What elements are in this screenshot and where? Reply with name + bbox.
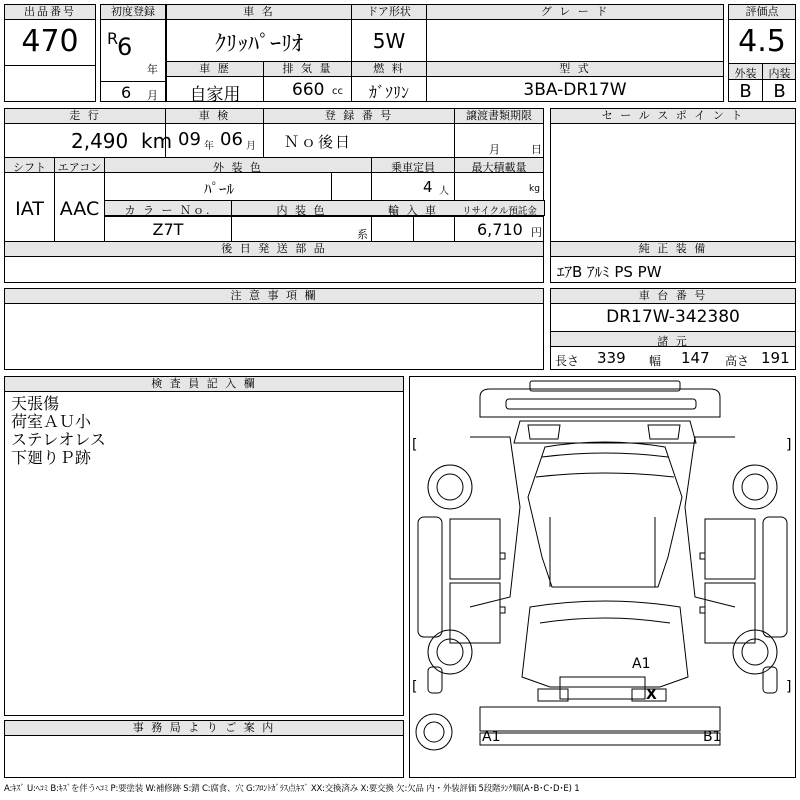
model-box <box>426 61 724 102</box>
aircon-value: AAC <box>59 198 100 220</box>
car-name-box <box>166 4 352 62</box>
mileage-value: 2,490 <box>71 129 129 153</box>
chassis-box <box>550 288 796 370</box>
ext-score-label: 外装 <box>734 67 757 80</box>
inspector-line: ステレオレス <box>11 430 106 449</box>
displacement-unit: cc <box>332 86 343 97</box>
model-value: 3BA-DR17W <box>523 80 627 100</box>
first-registration-label: 初度登録 <box>101 5 165 20</box>
diagram-bracket: ] <box>786 679 792 695</box>
recycle-value: 6,710 <box>477 220 523 239</box>
shaken-month: 06 <box>220 129 243 150</box>
spec-block <box>4 157 544 242</box>
aircon-label: エアコン <box>57 161 102 174</box>
equipment-box <box>550 241 796 283</box>
import-label: 輸 入 車 <box>388 204 438 217</box>
mileage-label: 走 行 <box>5 109 165 124</box>
model-label: 型 式 <box>427 62 723 77</box>
height-label: 高さ <box>725 354 750 368</box>
later-parts-label: 後 日 発 送 部 品 <box>5 242 543 257</box>
width-label: 幅 <box>649 354 662 368</box>
office-label: 事 務 局 よ り ご 案 内 <box>5 721 403 736</box>
displacement-box <box>263 61 352 102</box>
shaken-box <box>165 108 264 158</box>
reg-no-box <box>263 108 455 158</box>
grade-label: グ レ ー ド <box>427 5 723 20</box>
history-label: 車 歴 <box>167 62 263 77</box>
mileage-box <box>4 108 173 158</box>
int-color-label: 内 装 色 <box>276 204 327 217</box>
fuel-value: ｶﾞｿﾘﾝ <box>368 83 409 102</box>
lot-box <box>4 4 96 102</box>
first-reg-month: 6 <box>121 83 132 102</box>
ext-color-value: ﾊﾟｰﾙ <box>203 180 234 198</box>
width-value: 147 <box>681 349 710 367</box>
transfer-box <box>454 108 544 158</box>
shaken-year: 09 <box>178 129 201 150</box>
car-name-label: 車 名 <box>167 5 351 20</box>
diagram-bracket: [ <box>412 679 418 695</box>
fuel-box <box>351 61 427 102</box>
shift-label: シフト <box>13 161 46 174</box>
length-value: 339 <box>597 349 626 367</box>
transfer-month-unit: 月 <box>489 143 500 156</box>
recycle-label: リサイクル預託金 <box>462 206 537 217</box>
equipment-label: 純 正 装 備 <box>551 242 795 257</box>
first-reg-month-unit: 月 <box>147 89 158 102</box>
ext-color-label: 外 装 色 <box>213 161 263 174</box>
door-label: ドア形状 <box>352 5 426 20</box>
damage-mark-a1: A1 <box>632 656 651 672</box>
transfer-day-unit: 日 <box>531 143 542 156</box>
chassis-label: 車 台 番 号 <box>551 289 795 304</box>
first-reg-year-unit: 年 <box>147 63 158 76</box>
grade-box <box>426 4 724 62</box>
damage-mark-b1-bottom: B1 <box>703 729 722 745</box>
seats-unit: 人 <box>439 186 449 197</box>
recycle-unit: 円 <box>531 226 542 239</box>
notes-box <box>4 288 544 370</box>
shaken-month-unit: 月 <box>246 141 256 152</box>
era-letter: R <box>107 29 119 48</box>
inspector-label: 検 査 員 記 入 欄 <box>5 377 403 392</box>
damage-mark-x: X <box>646 687 657 703</box>
chassis-value: DR17W-342380 <box>606 307 740 327</box>
history-box <box>166 61 264 105</box>
color-no-label: カ ラ ー Ｎｏ. <box>124 204 212 217</box>
notes-label: 注 意 事 項 欄 <box>5 289 543 304</box>
sales-point-box <box>550 108 796 242</box>
score-label: 評価点 <box>729 5 795 20</box>
reg-no-label: 登 録 番 号 <box>264 109 454 124</box>
diagram-bracket: [ <box>412 437 418 453</box>
door-value: 5W <box>372 29 406 53</box>
fuel-label: 燃 料 <box>352 62 426 77</box>
color-no-value: Z7T <box>152 220 184 239</box>
legend-text: A:ｷｽﾞ U:ﾍｺﾐ B:ｷｽﾞを伴うﾍｺﾐ P:要塗装 W:補修跡 S:錆 C:腐食、穴 G:ﾌﾛﾝﾄｶﾞﾗｽ点ｷｽﾞ XX:交換済み X:要交換 欠:欠品 内・外装評価 5段階ﾗﾝｸ順(A･B･C･D･E) 1 <box>4 784 580 794</box>
first-reg-year: 6 <box>117 33 133 61</box>
lot-number: 470 <box>21 24 79 59</box>
inspector-line: 荷室ＡＵ小 <box>11 412 92 431</box>
office-box <box>4 720 404 778</box>
max-load-label: 最大積載量 <box>471 161 527 174</box>
length-label: 長さ <box>555 354 580 368</box>
displacement-label: 排 気 量 <box>264 62 351 77</box>
seats-label: 乗車定員 <box>391 161 435 174</box>
diagram-bracket: ] <box>786 437 792 453</box>
score-box <box>728 4 796 102</box>
ext-score-value: B <box>739 81 752 102</box>
sales-point-label: セ ー ル ス ポ イ ン ト <box>551 109 795 124</box>
score-value: 4.5 <box>738 24 786 59</box>
equipment-value: ｴｱB ｱﾙﾐ PS PW <box>557 263 662 281</box>
mileage-unit: km <box>141 129 173 153</box>
transfer-label: 譲渡書類期限 <box>455 109 543 124</box>
int-score-value: B <box>773 81 786 102</box>
inspector-box <box>4 376 404 716</box>
int-score-label: 内装 <box>768 67 791 80</box>
shaken-label: 車 検 <box>166 109 263 124</box>
max-load-unit: kg <box>529 184 540 194</box>
int-color-unit: 系 <box>357 228 368 241</box>
inspector-line: 天張傷 <box>11 394 60 413</box>
car-name-value: ｸﾘｯﾊﾟｰﾘｵ <box>214 32 303 57</box>
later-parts-box <box>4 241 544 283</box>
lot-label: 出品番号 <box>5 5 95 20</box>
history-value: 自家用 <box>189 85 241 105</box>
first-registration-box <box>100 4 166 102</box>
shaken-year-unit: 年 <box>204 141 214 152</box>
reg-no-value: Ｎｏ後日 <box>284 133 353 151</box>
car-diagram-box <box>409 376 796 778</box>
door-box <box>351 4 427 62</box>
height-value: 191 <box>761 349 790 367</box>
dims-label: 諸 元 <box>657 335 689 348</box>
shift-value: IAT <box>15 198 44 220</box>
inspector-line: 下廻りＰ跡 <box>11 448 92 467</box>
car-diagram <box>410 377 795 777</box>
damage-mark-a1-bottom: A1 <box>482 729 501 745</box>
displacement-value: 660 <box>292 80 325 100</box>
seats-value: 4 <box>423 178 433 196</box>
